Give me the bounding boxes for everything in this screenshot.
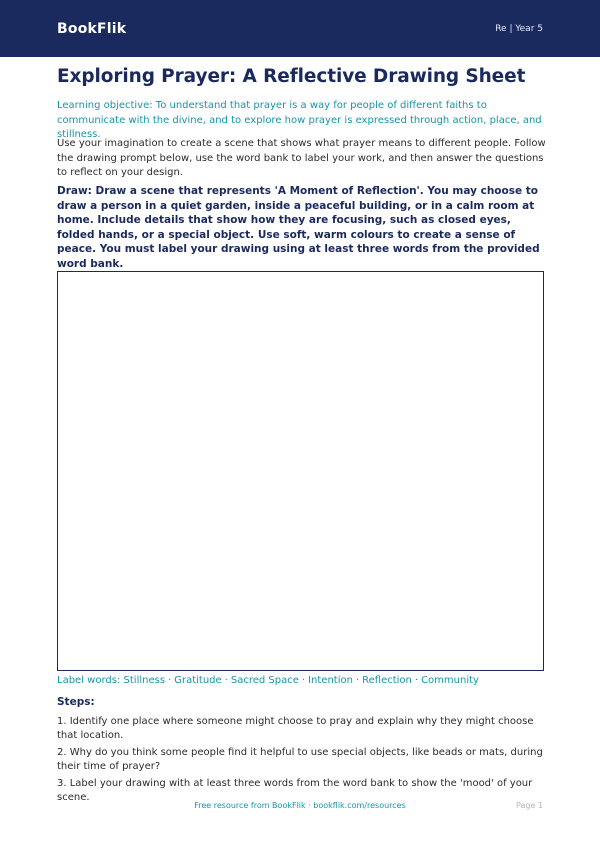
- footer-resource-link[interactable]: Free resource from BookFlik · bookflik.com/resources: [194, 801, 406, 810]
- word-bank-word: Gratitude: [174, 675, 222, 686]
- page-title: Exploring Prayer: A Reflective Drawing Sheet: [57, 66, 526, 87]
- step-item: 1. Identify one place where someone might choose to pray and explain why they might choose that location.: [57, 716, 534, 741]
- page-header: [0, 0, 600, 57]
- intro-text: Use your imagination to create a scene that shows what prayer means to different people. Follow the drawing prompt below, use the word bank to label your work, and then answer the questions to reflect on your design.: [57, 138, 546, 178]
- steps-list: [57, 715, 547, 808]
- word-separator: ·: [414, 675, 419, 686]
- word-bank-word: Stillness: [123, 675, 166, 686]
- word-separator: ·: [355, 675, 360, 686]
- word-bank-word: Intention: [308, 675, 353, 686]
- step-item: 3. Label your drawing with at least three words from the word bank to show the 'mood' of your scene.: [57, 778, 533, 803]
- word-bank-word: Community: [421, 675, 479, 686]
- word-bank-word: Sacred Space: [230, 675, 299, 686]
- learning-objective: Learning objective: To understand that prayer is a way for people of different faiths to communicate with the divine, and to explore how prayer is expressed through action, place, and stillness.: [57, 100, 542, 140]
- word-separator: ·: [224, 675, 228, 686]
- word-bank-word: Reflection: [362, 675, 412, 686]
- word-separator: ·: [301, 675, 306, 686]
- word-separator: ·: [168, 675, 172, 686]
- drawing-prompt: Draw: Draw a scene that represents 'A Moment of Reflection'. You may choose to draw a person in a quiet garden, inside a peaceful building, or in a calm room at home. Include details that show how they are focusing, such as closed eyes, folded hands, or a special object. Use soft, warm colours to create a sense of peace. You must label your drawing using at least three words from the provided word bank.: [57, 185, 540, 270]
- steps-heading: Steps:: [57, 696, 95, 708]
- brand-logo-text[interactable]: BookFlik: [57, 20, 127, 37]
- page-number: Page 1: [516, 801, 543, 810]
- word-bank-label: Label words:: [57, 675, 121, 686]
- drawing-area[interactable]: [57, 271, 544, 671]
- subject-year-label: Re | Year 5: [495, 23, 543, 34]
- step-item: 2. Why do you think some people find it helpful to use special objects, like beads or mats, during their time of prayer?: [57, 747, 543, 772]
- word-bank: [57, 675, 547, 686]
